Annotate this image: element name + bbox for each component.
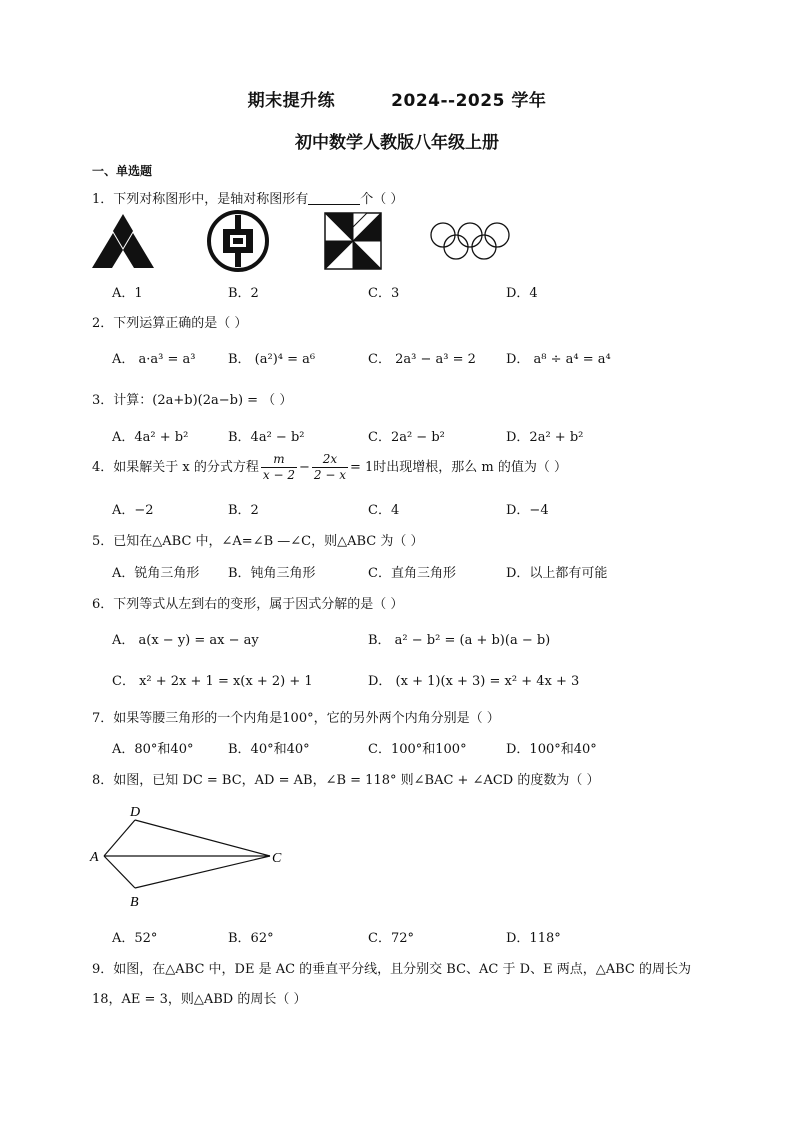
option-a[interactable]: A．锐角三角形 <box>112 566 200 581</box>
question-1-stem-after: 个（ ） <box>360 192 404 207</box>
option-a[interactable]: A．80°和40° <box>112 742 194 757</box>
option-b[interactable]: B．4a² − b² <box>228 430 305 445</box>
page-subtitle: 初中数学人教版八年级上册 <box>295 133 499 153</box>
option-a[interactable]: A．4a² + b² <box>112 430 189 445</box>
kite-figure <box>88 800 292 912</box>
option-d[interactable]: D．118° <box>506 931 561 946</box>
label-c: C <box>272 851 282 866</box>
option-c[interactable]: C．3 <box>368 286 400 301</box>
fraction-2x: $\frac{2x}{2 - x}$ <box>313 452 346 482</box>
label-a: A <box>90 850 99 865</box>
option-b[interactable]: B．钝角三角形 <box>228 566 316 581</box>
option-c[interactable]: C．72° <box>368 931 414 946</box>
option-d[interactable]: D． (x + 1)(x + 3) = x² + 4x + 3 <box>368 674 580 689</box>
section-heading: 一、单选题 <box>92 164 153 178</box>
option-c[interactable]: C．直角三角形 <box>368 566 456 581</box>
option-a[interactable]: A．−2 <box>112 503 154 518</box>
option-c[interactable]: C．2a² − b² <box>368 430 445 445</box>
question-6: 6．下列等式从左到右的变形，属于因式分解的是（ ） <box>92 597 404 612</box>
question-4-stem-after: = 1时出现增根，那么 m 的值为（ ） <box>349 460 567 475</box>
page-title <box>0 86 794 111</box>
question-9-line-2: 18，AE = 3，则△ABD 的周长（ ） <box>92 992 307 1007</box>
question-2: 2．下列运算正确的是（ ） <box>92 316 248 331</box>
mitsubishi-figure <box>90 212 156 270</box>
fraction-m: $\frac{m}{x - 2}$ <box>262 452 295 482</box>
pinwheel-figure <box>323 211 383 271</box>
option-a[interactable]: A．52° <box>112 931 158 946</box>
option-d[interactable]: D．100°和40° <box>506 742 597 757</box>
option-b[interactable]: B．2 <box>228 286 259 301</box>
question-4 <box>92 452 567 483</box>
question-9-line-1: 9．如图，在△ABC 中，DE 是 AC 的垂直平分线，且分别交 BC、AC 于 D、E 两点，△ABC 的周长为 <box>92 962 691 977</box>
option-b[interactable]: B． (a²)⁴ = a⁶ <box>228 352 316 367</box>
option-d[interactable]: D．2a² + b² <box>506 430 584 445</box>
coin-figure <box>206 210 270 272</box>
title-left: 期末提升练 <box>247 91 336 111</box>
option-c[interactable]: C． 2a³ − a³ = 2 <box>368 352 476 367</box>
option-d[interactable]: D． a⁸ ÷ a⁴ = a⁴ <box>506 352 611 367</box>
label-d: D <box>130 805 141 820</box>
option-b[interactable]: B．40°和40° <box>228 742 310 757</box>
question-3: 3．计算：(2a+b)(2a−b) = （ ） <box>92 393 293 408</box>
option-c[interactable]: C．100°和100° <box>368 742 467 757</box>
option-b[interactable]: B．62° <box>228 931 274 946</box>
option-b[interactable]: B． a² − b² = (a + b)(a − b) <box>368 633 551 648</box>
minus-sign: − <box>298 460 310 475</box>
question-1-stem-before: 1．下列对称图形中，是轴对称图形有 <box>92 192 309 207</box>
option-b[interactable]: B．2 <box>228 503 259 518</box>
question-4-stem-before: 4．如果解关于 x 的分式方程 <box>92 460 259 475</box>
question-5: 5．已知在△ABC 中，∠A=∠B —∠C，则△ABC 为（ ） <box>92 534 424 549</box>
title-right: 2024--2025 学年 <box>391 91 547 111</box>
label-b: B <box>130 895 139 910</box>
question-8: 8．如图，已知 DC = BC，AD = AB，∠B = 118° 则∠BAC + ∠ACD 的度数为（ ） <box>92 773 600 788</box>
option-d[interactable]: D．4 <box>506 286 538 301</box>
question-7: 7．如果等腰三角形的一个内角是100°，它的另外两个内角分别是（ ） <box>92 711 500 726</box>
option-d[interactable]: D．−4 <box>506 503 549 518</box>
option-c[interactable]: C． x² + 2x + 1 = x(x + 2) + 1 <box>112 674 313 689</box>
option-a[interactable]: A． a·a³ = a³ <box>112 352 196 367</box>
option-a[interactable]: A．1 <box>112 286 143 301</box>
option-a[interactable]: A． a(x − y) = ax − ay <box>112 633 259 648</box>
question-1 <box>92 188 403 207</box>
option-c[interactable]: C．4 <box>368 503 400 518</box>
olympic-rings-figure <box>428 220 512 262</box>
option-d[interactable]: D．以上都有可能 <box>506 566 608 581</box>
answer-blank <box>308 192 360 205</box>
